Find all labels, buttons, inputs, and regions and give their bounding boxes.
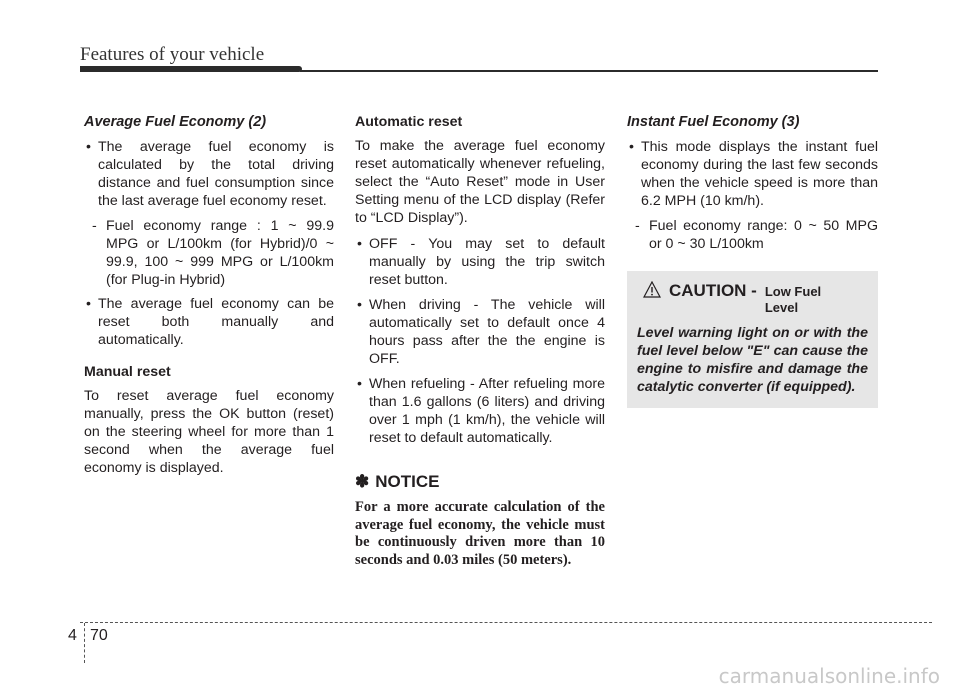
bullet-text: The average fuel economy can be reset both manually and automatically. bbox=[98, 296, 334, 348]
column-left bbox=[84, 113, 334, 477]
header-bar bbox=[80, 66, 302, 72]
dash-icon: - bbox=[92, 218, 97, 234]
sub-item-text: Fuel economy range : 1 ~ 99.9 MPG or L/100km (for Hybrid)/0 ~ 99.9, 100 ~ 999 MPG or L/100km (for Plug-in Hybrid) bbox=[106, 218, 334, 288]
caution-box bbox=[627, 271, 878, 408]
manual-reset-heading: Manual reset bbox=[84, 364, 171, 380]
dash-icon: - bbox=[635, 218, 640, 234]
notice-text: For a more accurate calculation of the average fuel economy, the vehicle must be continuously driven more than 10 seconds and 0.03 miles (50 meters). bbox=[355, 499, 605, 568]
header-rule bbox=[300, 70, 878, 72]
watermark: carmanualsonline.info bbox=[718, 664, 940, 688]
caution-label: CAUTION - bbox=[669, 281, 757, 300]
caution-header bbox=[643, 281, 868, 316]
caution-subject: Low Fuel Level bbox=[764, 284, 822, 315]
instant-fuel-economy-heading: Instant Fuel Economy (3) bbox=[627, 114, 800, 130]
warning-triangle-icon bbox=[643, 281, 661, 298]
bullet-icon: • bbox=[86, 296, 91, 312]
automatic-reset-heading: Automatic reset bbox=[355, 114, 463, 130]
bullet-icon: • bbox=[357, 376, 362, 392]
list-item bbox=[627, 138, 878, 210]
bullet-icon: • bbox=[86, 139, 91, 155]
column-right bbox=[627, 113, 878, 408]
bullet-icon: • bbox=[629, 139, 634, 155]
page-number: 70 bbox=[90, 627, 108, 644]
notice-heading bbox=[355, 473, 605, 491]
sub-list-item bbox=[84, 217, 334, 289]
bullet-icon: • bbox=[357, 297, 362, 313]
bullet-text: When refueling - After refueling more than 1.6 gallons (6 liters) and driving over 1 mph (1 km/h), the vehicle will reset to default automatically. bbox=[369, 376, 605, 446]
list-item bbox=[84, 138, 334, 210]
caution-text: Level warning light on or with the fuel level below "E" can cause the engine to misfire and damage the catalytic converter (if equipped). bbox=[637, 325, 868, 395]
notice-cross-icon: ✽ bbox=[355, 472, 370, 491]
notice-heading-label: NOTICE bbox=[375, 472, 440, 491]
list-item bbox=[84, 295, 334, 349]
list-item bbox=[355, 375, 605, 447]
column-middle bbox=[355, 113, 605, 569]
list-item bbox=[355, 235, 605, 289]
footer-divider bbox=[84, 623, 85, 663]
automatic-reset-text: To make the average fuel economy reset automatically whenever refueling, select the “Auto Reset” mode in User Setting menu of the LCD display (Refer to “LCD Display”). bbox=[355, 138, 605, 226]
sub-item-text: Fuel economy range: 0 ~ 50 MPG or 0 ~ 30 L/100km bbox=[649, 218, 878, 252]
manual-reset-text: To reset average fuel economy manually, press the OK button (reset) on the steering wheel for more than 1 second when the average fuel economy is displayed. bbox=[84, 388, 334, 476]
bullet-text: OFF - You may set to default manually by using the trip switch reset button. bbox=[369, 236, 605, 288]
list-item bbox=[355, 296, 605, 368]
bullet-text: When driving - The vehicle will automatically set to default once 4 hours pass after the the engine is OFF. bbox=[369, 297, 605, 367]
chapter-number: 4 bbox=[68, 627, 77, 644]
bullet-text: The average fuel economy is calculated by the total driving distance and fuel consumption since the last average fuel economy reset. bbox=[98, 139, 334, 209]
sub-list-item bbox=[627, 217, 878, 253]
page-header-title: Features of your vehicle bbox=[80, 44, 265, 65]
bullet-icon: • bbox=[357, 236, 362, 252]
bullet-text: This mode displays the instant fuel economy during the last few seconds when the vehicle speed is more than 6.2 MPH (10 km/h). bbox=[641, 139, 878, 209]
footer-rule bbox=[80, 622, 932, 623]
average-fuel-economy-heading: Average Fuel Economy (2) bbox=[84, 114, 267, 130]
